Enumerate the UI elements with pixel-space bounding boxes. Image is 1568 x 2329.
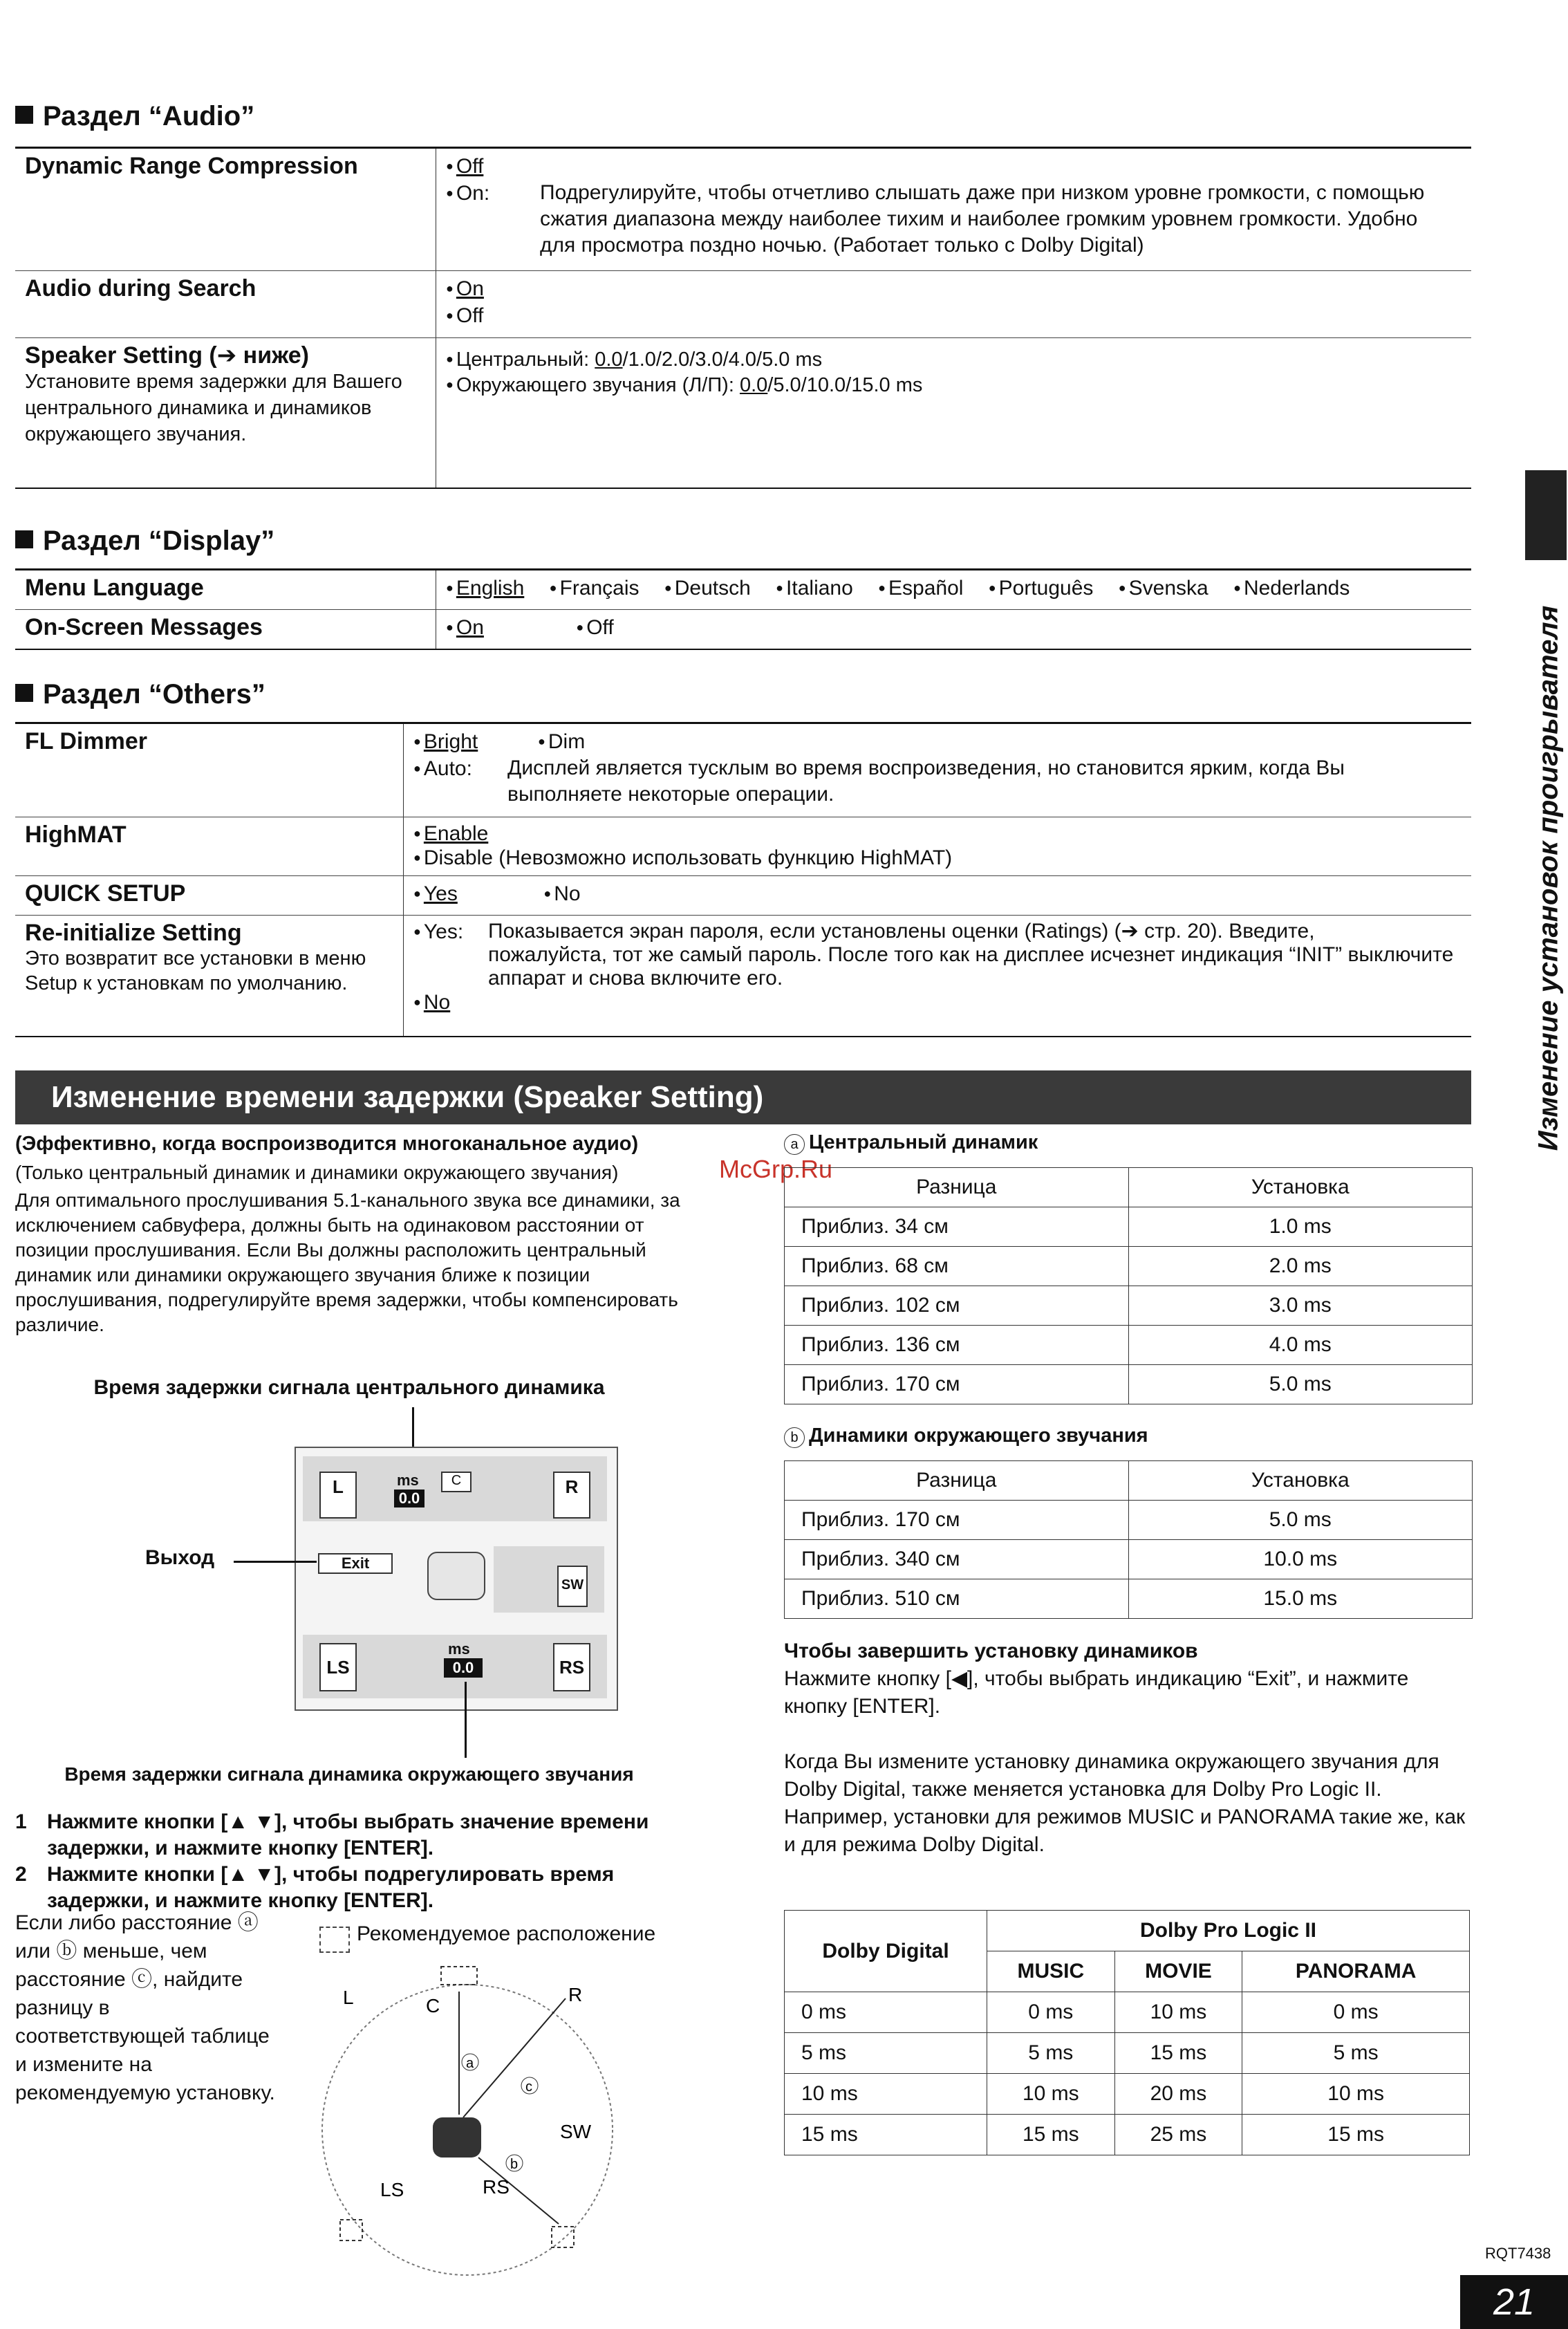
dpl-sub: PANORAMA <box>1242 1951 1470 1992</box>
pointer-line-bottom <box>465 1682 467 1758</box>
exit-caption: Выход <box>145 1546 215 1569</box>
doc-code: RQT7438 <box>1485 2245 1551 2262</box>
search-opt-on[interactable]: On <box>456 277 484 300</box>
table-row: 5 ms 5 ms 15 ms 5 ms <box>785 2033 1470 2074</box>
dpl-col0: Dolby Digital <box>785 1911 987 1992</box>
col-header: Установка <box>1128 1168 1473 1207</box>
dpl-table <box>784 1910 1470 2155</box>
circle-label-LS: LS <box>380 2179 404 2200</box>
menu-language-label: Menu Language <box>25 575 204 601</box>
speaker-surround[interactable]: ● Окружающего звучания (Л/П): 0.0/5.0/10.0/15.0 ms <box>446 372 1462 398</box>
drc-opt-off[interactable]: Off <box>456 155 484 178</box>
surround-marker: b <box>784 1427 805 1448</box>
intro-block <box>15 1131 700 1337</box>
fl-opt-dim[interactable]: Dim <box>548 730 586 753</box>
finish-title: Чтобы завершить установку динамиков <box>784 1640 1198 1662</box>
surround-ms: ms <box>448 1640 470 1658</box>
hint-text: Если либо расстояние ⓐ или ⓑ меньше, чем расстояние ⓒ, найдите разницу в соответствующей таблице и измените на рекомендуемую установку. <box>15 1911 275 2104</box>
table-row: Приблиз. 510 см 15.0 ms <box>785 1579 1473 1619</box>
quick-label: QUICK SETUP <box>25 880 186 907</box>
circle-label-R: R <box>568 1984 583 2005</box>
audio-heading: Раздел “Audio” <box>15 101 254 132</box>
reinit-label: Re-initialize Setting <box>25 920 242 946</box>
menu-language-row <box>15 570 1471 610</box>
col-header: Разница <box>785 1168 1129 1207</box>
drc-on-desc: Подрегулируйте, чтобы отчетливо слышать даже при низком уровне громкости, с помощью сжатия диапазона между наиболее тихим и наиболее громким уровнем громкости. Удобно для просмотра поздно ночью. (Работает только с Dolby Digital) <box>540 181 1425 257</box>
osd-sw-area <box>494 1546 604 1613</box>
finish-note1: Когда Вы измените установку динамика окружающего звучания для Dolby Digital, также меняется установка для Dolby Pro Logic II. <box>784 1750 1439 1801</box>
circle-label-L: L <box>343 1987 354 2008</box>
reinit-yes-desc1: Показывается экран пароля, если установлены оценки (Ratings) (➔ стр. 20). Введите, <box>488 920 1315 943</box>
lang-option[interactable]: Português <box>998 577 1094 600</box>
quick-opt-yes[interactable]: Yes <box>423 882 458 905</box>
intro-paren: (Только центральный динамик и динамики окружающего звучания) <box>15 1162 619 1183</box>
menu-language-options <box>436 570 1472 610</box>
drc-row <box>15 148 1471 271</box>
rec-center-box <box>441 1967 477 1985</box>
others-heading: Раздел “Others” <box>15 679 265 710</box>
speaker-desc: Установите время задержки для Вашего центрального динамика и динамиков окружающего звучания. <box>25 371 402 445</box>
center-title: a Центральный динамик <box>784 1131 1038 1155</box>
circle-marker-a: a <box>466 2056 474 2071</box>
step-num: 2 <box>15 1863 27 1886</box>
others-table <box>15 722 1471 1037</box>
drc-label: Dynamic Range Compression <box>25 153 358 179</box>
speaker-center[interactable]: ● Центральный: 0.0/1.0/2.0/3.0/4.0/5.0 ms <box>446 346 1462 372</box>
exit-pointer <box>234 1561 317 1563</box>
fl-auto-desc: Дисплей является тусклым во время воспроизведения, но становится ярким, когда Вы выполняете некоторые операции. <box>507 757 1345 806</box>
table-row: Приблиз. 170 см 5.0 ms <box>785 1365 1473 1404</box>
finish-block <box>784 1637 1475 1859</box>
center-ms: ms <box>397 1472 419 1489</box>
recommended-label: Рекомендуемое расположение <box>357 1922 656 1945</box>
sidebar-label: Изменение установок проигрывателя <box>1533 605 1564 1151</box>
col-header: Установка <box>1128 1461 1473 1501</box>
spk-LS[interactable]: LS <box>319 1643 357 1691</box>
listener <box>433 2117 481 2158</box>
reinit-opt-no[interactable]: No <box>423 991 451 1014</box>
line-c <box>463 1998 566 2117</box>
rec-ls-box <box>340 2220 362 2240</box>
lang-option[interactable]: English <box>456 577 525 600</box>
diagram-title-bottom: Время задержки сигнала динамика окружающего звучания <box>64 1763 634 1785</box>
circle-label-SW: SW <box>560 2121 592 2142</box>
step-num: 1 <box>15 1810 27 1833</box>
circle-label-C: C <box>426 1995 440 2016</box>
lang-option[interactable]: Svenska <box>1128 577 1208 600</box>
rec-rs-box <box>552 2227 574 2247</box>
diagram-title-top: Время задержки сигнала центрального динамика <box>93 1376 605 1399</box>
highmat-label: HighMAT <box>25 822 127 848</box>
highmat-opt-enable[interactable]: Enable <box>423 822 489 845</box>
table-row: Приблиз. 34 см 1.0 ms <box>785 1207 1473 1247</box>
table-row: Приблиз. 68 см 2.0 ms <box>785 1247 1473 1286</box>
highmat-opt-disable[interactable]: Disable (Невозможно использовать функцию HighMAT) <box>423 846 953 869</box>
lang-option[interactable]: Nederlands <box>1243 577 1350 600</box>
display-heading: Раздел “Display” <box>15 526 274 557</box>
dpl-sub: MOVIE <box>1114 1951 1242 1992</box>
col-header: Разница <box>785 1461 1129 1501</box>
display-table <box>15 568 1471 650</box>
circle-label-RS: RS <box>483 2176 510 2198</box>
fl-opt-auto[interactable]: Auto: <box>423 757 472 780</box>
audio-table <box>15 147 1471 489</box>
surround-table <box>784 1460 1473 1619</box>
search-row <box>15 271 1471 338</box>
table-row: Приблиз. 340 см 10.0 ms <box>785 1540 1473 1579</box>
osm-opt-off[interactable]: Off <box>586 616 614 639</box>
quick-opt-no[interactable]: No <box>554 882 581 905</box>
lang-option[interactable]: Deutsch <box>674 577 751 600</box>
step-text: Нажмите кнопки [▲ ▼], чтобы подрегулировать время задержки, и нажмите кнопку [ENTER]. <box>47 1863 615 1912</box>
spk-SW[interactable]: SW <box>557 1566 588 1607</box>
table-row: Приблиз. 170 см 5.0 ms <box>785 1501 1473 1540</box>
lang-option[interactable]: Español <box>888 577 964 600</box>
highmat-row <box>15 817 1471 876</box>
spk-L[interactable]: L <box>319 1472 357 1519</box>
circle-marker-b: b <box>510 2157 519 2172</box>
table-row: 15 ms 15 ms 25 ms 15 ms <box>785 2115 1470 2155</box>
fl-opt-bright[interactable]: Bright <box>423 730 478 753</box>
reinit-row <box>15 916 1471 1037</box>
intro-body: Для оптимального прослушивания 5.1-канального звука все динамики, за исключением сабвуфера, должны быть на одинаковом расстоянии от позиции прослушивания. Если Вы должны расположить центральный динамик или динамики окружающего звучания ближе к позиции прослушивания, подрегулируйте время задержки, чтобы компенсировать различие. <box>15 1189 680 1335</box>
fl-label: FL Dimmer <box>25 728 147 754</box>
layout-diagram <box>297 1957 712 2289</box>
table-row: 10 ms 10 ms 20 ms 10 ms <box>785 2074 1470 2115</box>
finish-text: Нажмите кнопку [◀], чтобы выбрать индикацию “Exit”, и нажмите кнопку [ENTER]. <box>784 1667 1409 1718</box>
circle-marker-c: c <box>525 2079 532 2095</box>
center-value[interactable]: 0.0 <box>394 1490 424 1507</box>
fl-row <box>15 723 1471 817</box>
dpl-sub: MUSIC <box>987 1951 1115 1992</box>
steps <box>15 1809 700 1914</box>
watermark: McGrp.Ru <box>719 1155 833 1183</box>
spk-R[interactable]: R <box>553 1472 590 1519</box>
table-row: Приблиз. 102 см 3.0 ms <box>785 1286 1473 1326</box>
lang-option[interactable]: Français <box>559 577 640 600</box>
finish-note2: Например, установки для режимов MUSIC и PANORAMA такие же, как и для режима Dolby Digital. <box>784 1806 1466 1856</box>
sidebar-tab <box>1525 470 1567 560</box>
center-table <box>784 1167 1473 1404</box>
listener-icon <box>427 1552 485 1600</box>
center-marker: a <box>784 1134 805 1155</box>
surround-title: b Динамики окружающего звучания <box>784 1425 1148 1448</box>
osd-screen <box>295 1447 618 1711</box>
exit-button[interactable]: Exit <box>318 1553 393 1574</box>
spk-RS[interactable]: RS <box>553 1643 590 1691</box>
dpl-group: Dolby Pro Logic II <box>987 1911 1470 1951</box>
drc-opt-on[interactable]: On: <box>456 182 490 205</box>
osm-label: On-Screen Messages <box>25 614 263 640</box>
table-row: Приблиз. 136 см 4.0 ms <box>785 1326 1473 1365</box>
step-text: Нажмите кнопки [▲ ▼], чтобы выбрать значение времени задержки, и нажмите кнопку [ENTER]. <box>47 1810 649 1859</box>
reinit-desc: Это возвратит все установки в меню Setup к установкам по умолчанию. <box>25 947 366 994</box>
section-banner: Изменение времени задержки (Speaker Setting) <box>15 1070 1471 1124</box>
osm-row <box>15 610 1471 650</box>
speaker-row <box>15 338 1471 489</box>
page-number: 21 <box>1460 2275 1568 2329</box>
intro-bold: (Эффективно, когда воспроизводится многоканальное аудио) <box>15 1133 639 1155</box>
spk-C[interactable]: C <box>441 1472 472 1492</box>
recommended-marker <box>319 1927 350 1953</box>
surround-value[interactable]: 0.0 <box>444 1658 483 1678</box>
reinit-yes-desc2: пожалуйста, тот же самый пароль. После того как на дисплее исчезнет индикация “INIT” выключите аппарат и снова включите его. <box>488 943 1454 990</box>
table-row: 0 ms 0 ms 10 ms 0 ms <box>785 1992 1470 2033</box>
speaker-label: Speaker Setting (➔ ниже) <box>25 342 310 369</box>
search-label: Audio during Search <box>25 275 256 301</box>
quick-row <box>15 876 1471 916</box>
lang-option[interactable]: Italiano <box>786 577 853 600</box>
osm-opt-on[interactable]: On <box>456 616 484 639</box>
reinit-opt-yes[interactable]: Yes: <box>423 920 464 943</box>
search-opt-off[interactable]: Off <box>456 304 484 327</box>
